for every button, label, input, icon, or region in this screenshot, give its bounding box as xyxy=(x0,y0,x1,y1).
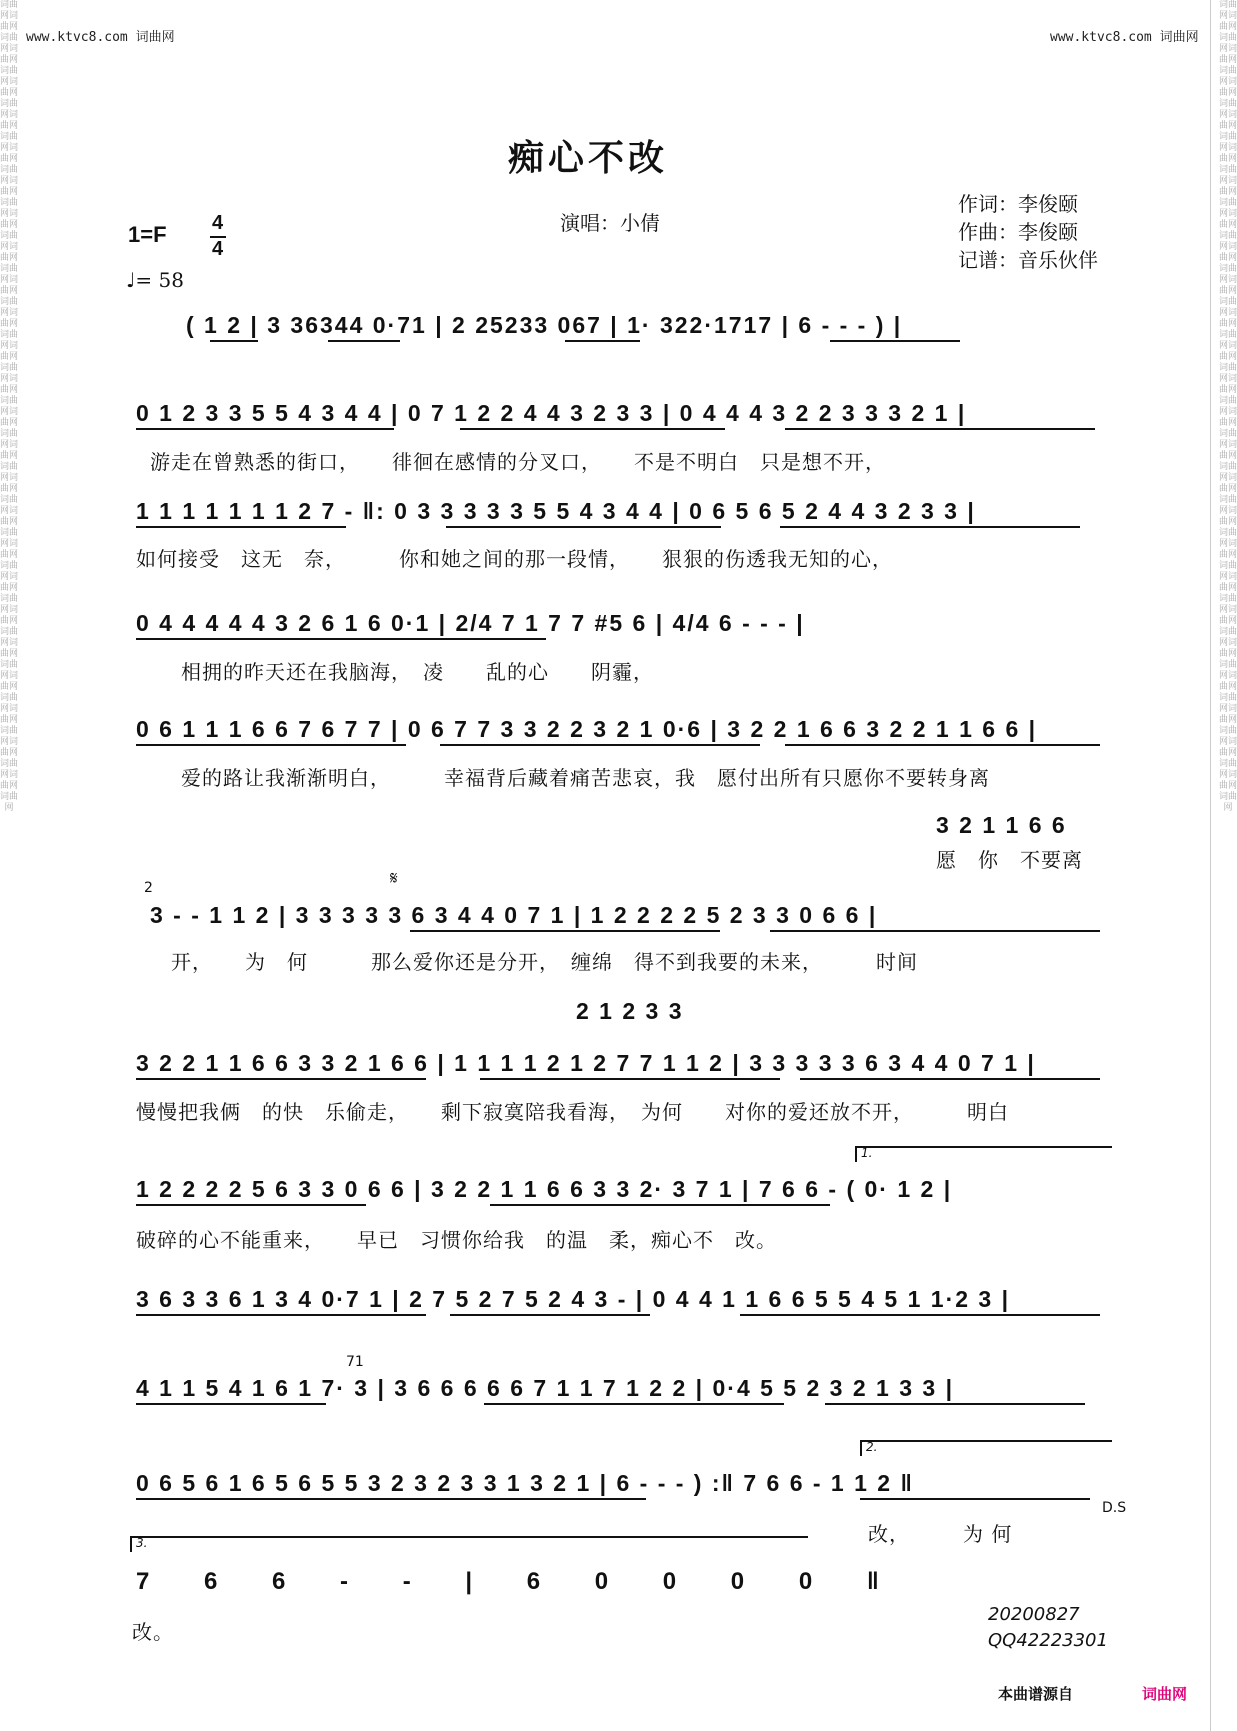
lyrics-row-8: 破碎的心不能重来， 早已 习惯你给我 的温 柔，痴心不 改。 xyxy=(136,1228,777,1252)
underline xyxy=(136,526,346,528)
left-watermark-strip: 词曲网词曲网词曲网词曲网词曲网词曲网词曲网词曲网词曲网词曲网词曲网词曲网词曲网词曲网词曲网词曲网词曲网词曲网词曲网词曲网词曲网词曲网词曲网词曲网词曲网词曲网词曲网词曲网词曲网词曲网词曲网词曲网词曲网词曲网词曲网词曲网词曲网词曲网词曲网词曲网词曲网词曲网词曲网词曲网词曲网词曲网词曲网词曲网词曲网 xyxy=(0,0,18,813)
underline xyxy=(136,1078,426,1080)
lyrics-row-2: 游走在曾熟悉的街口， 徘徊在感情的分叉口， 不是不明白 只是想不开， xyxy=(150,450,886,474)
source-label: 本曲谱源自 xyxy=(998,1685,1074,1703)
underline xyxy=(136,1498,646,1500)
lyrics-row-7: 慢慢把我俩 的快 乐偷走， 剩下寂寞陪我看海， 为何 对你的爱还放不开， 明白 xyxy=(136,1100,1009,1124)
lyrics-alt-ending: 愿 你 不要离 xyxy=(936,848,1083,872)
lyricist-credit: 作词：李俊颐 xyxy=(958,192,1078,216)
notation-row-10: 4 1 1 5 4 1 6 1 7· 3 | 3 6 6 6 6 6 7 1 1 7 1 2 2 | 0·4 5 5 2 3 2 1 3 3 | xyxy=(136,1375,955,1401)
ds-marking: D.S xyxy=(1102,1500,1127,1516)
notation-row-8: 1 2 2 2 2 5 6 3 3 0 6 6 | 3 2 2 1 1 6 6 3 3 2· 3 7 1 | 7 6 6 - ( 0· 1 2 | xyxy=(136,1176,953,1202)
underline xyxy=(565,340,640,342)
notation-row-5: 0 6 1 1 1 6 6 7 6 7 7 | 0 6 7 7 3 3 2 2 3 2 1 0·6 | 3 2 2 1 6 6 3 2 2 1 1 6 6 | xyxy=(136,716,1038,742)
song-title: 痴心不改 xyxy=(508,137,669,179)
underline xyxy=(785,428,1095,430)
underline xyxy=(210,340,258,342)
lyrics-row-11: 改， 为 何 xyxy=(868,1522,1013,1546)
volta-bracket-2 xyxy=(860,1440,1112,1456)
underline xyxy=(825,1403,1085,1405)
lyrics-row-5: 爱的路让我渐渐明白， 幸福背后藏着痛苦悲哀，我 愿付出所有只愿你不要转身离 xyxy=(160,766,990,790)
underline xyxy=(740,1314,1100,1316)
time-signature-denominator: 4 xyxy=(212,238,224,260)
notation-row-3: 1 1 1 1 1 1 1 2 7 - ‖: 0 3 3 3 3 3 5 5 4 3 4 4 | 0 6 5 6 5 2 4 4 3 2 3 3 | xyxy=(136,498,976,524)
grace-note: 71 xyxy=(346,1354,364,1370)
lyrics-row-3: 如何接受 这无 奈， 你和她之间的那一段情， 狠狠的伤透我无知的心， xyxy=(136,547,893,571)
underline xyxy=(800,1078,1100,1080)
underline xyxy=(136,1403,326,1405)
underline xyxy=(136,638,546,640)
notation-row-7: 3 2 2 1 1 6 6 3 3 2 1 6 6 | 1 1 1 1 2 1 2 7 7 1 1 2 | 3 3 3 3 3 6 3 4 4 0 7 1 | xyxy=(136,1050,1036,1076)
notation-alt-ending: 3 2 1 1 6 6 xyxy=(936,812,1067,838)
underline xyxy=(860,1498,1090,1500)
qq-contact: QQ42223301 xyxy=(988,1630,1108,1651)
underline xyxy=(460,428,725,430)
lyrics-row-6: 开， 为 何 那么爱你还是分开， 缠绵 得不到我要的未来， 时间 xyxy=(150,950,918,974)
notation-alt-phrase: 2 1 2 3 3 xyxy=(576,998,684,1024)
lyrics-row-4: 相拥的昨天还在我脑海， 凌 乱的心 阴霾， xyxy=(160,660,654,684)
underline xyxy=(450,1314,650,1316)
notation-row-1: ( 1 2 | 3 36344 0·71 | 2 25233 067 | 1· 322·1717 | 6 - - - ) | xyxy=(186,312,903,338)
underline xyxy=(830,340,960,342)
segno-sign: 𝄋 xyxy=(390,868,398,889)
notation-row-4: 0 4 4 4 4 4 3 2 6 1 6 0·1 | 2/4 7 1 7 7 #5 6 | 4/4 6 - - - | xyxy=(136,610,805,636)
notation-row-9: 3 6 3 3 6 1 3 4 0·7 1 | 2 7 5 2 7 5 2 4 3 - | 0 4 4 1 1 6 6 5 5 4 5 1 1·2 3 | xyxy=(136,1286,1011,1312)
underline xyxy=(446,526,721,528)
transcriber-credit: 记谱：音乐伙伴 xyxy=(958,248,1098,272)
volta-2-label: 2. xyxy=(866,1440,878,1454)
singer-credit: 演唱：小倩 xyxy=(560,211,660,235)
composer-credit: 作曲：李俊颐 xyxy=(958,220,1078,244)
right-margin-line xyxy=(1210,0,1211,1731)
notation-row-2: 0 1 2 3 3 5 5 4 3 4 4 | 0 7 1 2 2 4 4 3 2 3 3 | 0 4 4 4 3 2 2 3 3 3 2 1 | xyxy=(136,400,967,426)
underline xyxy=(785,744,1100,746)
underline xyxy=(328,340,400,342)
site-mark-right: www.ktvc8.com 词曲网 xyxy=(1050,30,1199,45)
date-stamp: 20200827 xyxy=(988,1604,1080,1625)
underline xyxy=(136,1204,366,1206)
lyrics-row-12: 改。 xyxy=(132,1620,174,1644)
notation-row-12: 7 6 6 - - | 6 0 0 0 0 ‖ xyxy=(136,1568,903,1595)
tempo-marking: ♩= 58 xyxy=(126,268,184,292)
notation-row-6: 3 - - 1 1 2 | 3 3 3 3 3 6 3 4 4 0 7 1 | 1 2 2 2 2 5 2 3 3 0 6 6 | xyxy=(150,902,878,928)
volta-bracket-3 xyxy=(130,1536,808,1552)
grace-note: 2 xyxy=(144,880,153,896)
underline xyxy=(480,1078,780,1080)
key-signature: 1=F xyxy=(128,222,167,247)
underline xyxy=(136,1314,426,1316)
time-signature-numerator: 4 xyxy=(212,212,224,234)
notation-row-11: 0 6 5 6 1 6 5 6 5 5 3 2 3 2 3 3 1 3 2 1 | 6 - - - ) :‖ 7 6 6 - 1 1 2 ‖ xyxy=(136,1470,914,1496)
underline xyxy=(780,526,1080,528)
underline xyxy=(136,744,406,746)
underline xyxy=(136,428,394,430)
volta-bracket-1 xyxy=(855,1146,1112,1162)
right-watermark-strip: 词曲网词曲网词曲网词曲网词曲网词曲网词曲网词曲网词曲网词曲网词曲网词曲网词曲网词曲网词曲网词曲网词曲网词曲网词曲网词曲网词曲网词曲网词曲网词曲网词曲网词曲网词曲网词曲网词曲网词曲网词曲网词曲网词曲网词曲网词曲网词曲网词曲网词曲网词曲网词曲网词曲网词曲网词曲网词曲网词曲网词曲网词曲网词曲网词曲网 xyxy=(1219,0,1237,813)
underline xyxy=(440,744,760,746)
underline xyxy=(410,930,720,932)
volta-3-label: 3. xyxy=(136,1536,148,1550)
underline xyxy=(484,1403,784,1405)
source-site-link[interactable]: 词曲网 xyxy=(1142,1685,1188,1703)
volta-1-label: 1. xyxy=(861,1146,873,1160)
site-mark-left: www.ktvc8.com 词曲网 xyxy=(26,30,175,45)
underline xyxy=(490,1204,830,1206)
underline xyxy=(770,930,1100,932)
